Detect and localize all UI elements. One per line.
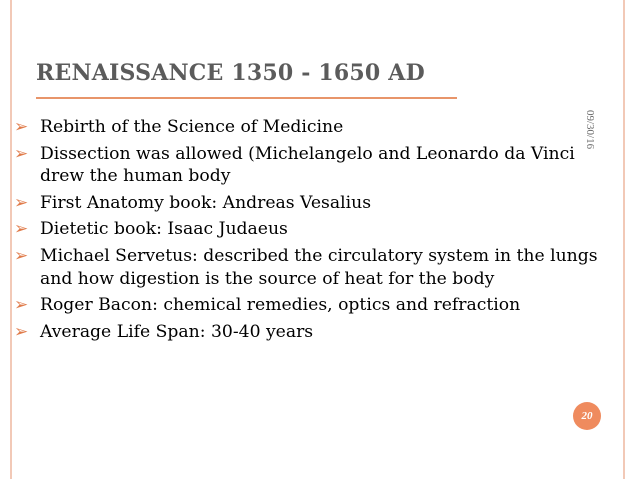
- bullet-text: Dissection was allowed (Michelangelo and Leonardo da Vinci drew the human body: [40, 143, 575, 187]
- bullet-text: Michael Servetus: described the circulatory system in the lungs and how digestion is the source of heat for the body: [40, 245, 598, 289]
- slide-date: 09/30/16: [584, 110, 596, 150]
- bullet-item: [14, 218, 604, 241]
- bullet-item: [14, 192, 604, 215]
- page-number-badge: 20: [573, 402, 601, 430]
- bullet-text: Average Life Span: 30-40 years: [40, 321, 314, 342]
- arrow-right-icon: ➢: [14, 143, 29, 164]
- arrow-right-icon: ➢: [14, 192, 29, 213]
- slide-title: RENAISSANCE 1350 - 1650 AD: [36, 60, 425, 86]
- arrow-right-icon: ➢: [14, 219, 29, 240]
- bullet-item: [14, 294, 604, 317]
- bullet-text: First Anatomy book: Andreas Vesalius: [40, 192, 372, 213]
- arrow-right-icon: ➢: [14, 245, 29, 266]
- bullet-text: Dietetic book: Isaac Judaeus: [40, 219, 288, 240]
- arrow-right-icon: ➢: [14, 321, 29, 342]
- arrow-right-icon: ➢: [14, 117, 29, 137]
- bullet-item: [14, 321, 604, 344]
- bullet-item: [14, 116, 604, 139]
- bullet-item: [14, 245, 604, 290]
- arrow-right-icon: ➢: [14, 295, 29, 316]
- bullet-text: Rebirth of the Science of Medicine: [40, 117, 344, 137]
- bullet-item: [14, 143, 604, 188]
- bullet-list: [14, 116, 604, 347]
- title-underline: [36, 97, 457, 99]
- bullet-text: Roger Bacon: chemical remedies, optics and refraction: [40, 295, 521, 316]
